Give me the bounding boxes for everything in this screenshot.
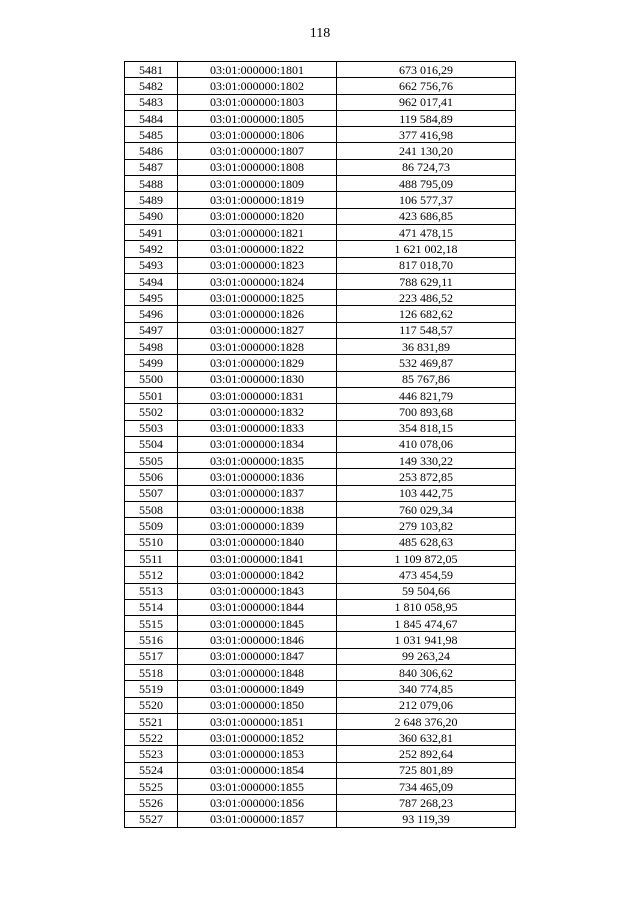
cadastral-number-cell: 03:01:000000:1850 <box>178 697 337 713</box>
table-row <box>125 485 516 501</box>
cadastral-number-cell: 03:01:000000:1854 <box>178 762 337 778</box>
row-number-cell: 5495 <box>125 290 178 306</box>
table-row <box>125 110 516 126</box>
table-row <box>125 648 516 664</box>
row-number-cell: 5517 <box>125 648 178 664</box>
row-number-cell: 5515 <box>125 616 178 632</box>
table-row <box>125 567 516 583</box>
row-number-cell: 5520 <box>125 697 178 713</box>
cadastral-value-cell: 103 442,75 <box>337 485 516 501</box>
cadastral-value-cell: 700 893,68 <box>337 404 516 420</box>
table-row <box>125 62 516 78</box>
table-row <box>125 176 516 192</box>
table-row <box>125 616 516 632</box>
cadastral-number-cell: 03:01:000000:1826 <box>178 306 337 322</box>
cadastral-number-cell: 03:01:000000:1821 <box>178 224 337 240</box>
cadastral-value-cell: 962 017,41 <box>337 94 516 110</box>
row-number-cell: 5519 <box>125 681 178 697</box>
cadastral-number-cell: 03:01:000000:1807 <box>178 143 337 159</box>
cadastral-value-cell: 253 872,85 <box>337 469 516 485</box>
table-row <box>125 257 516 273</box>
cadastral-value-cell: 532 469,87 <box>337 355 516 371</box>
row-number-cell: 5523 <box>125 746 178 762</box>
table-row <box>125 339 516 355</box>
row-number-cell: 5491 <box>125 224 178 240</box>
table-row <box>125 632 516 648</box>
cadastral-value-cell: 93 119,39 <box>337 811 516 827</box>
row-number-cell: 5488 <box>125 176 178 192</box>
row-number-cell: 5500 <box>125 371 178 387</box>
row-number-cell: 5481 <box>125 62 178 78</box>
row-number-cell: 5524 <box>125 762 178 778</box>
table-row <box>125 306 516 322</box>
row-number-cell: 5485 <box>125 127 178 143</box>
cadastral-value-cell: 59 504,66 <box>337 583 516 599</box>
table-row <box>125 730 516 746</box>
cadastral-value-cell: 252 892,64 <box>337 746 516 762</box>
table-row <box>125 387 516 403</box>
table-row <box>125 159 516 175</box>
cadastral-number-cell: 03:01:000000:1824 <box>178 273 337 289</box>
table-row <box>125 762 516 778</box>
cadastral-number-cell: 03:01:000000:1839 <box>178 518 337 534</box>
cadastral-value-cell: 673 016,29 <box>337 62 516 78</box>
row-number-cell: 5482 <box>125 78 178 94</box>
cadastral-value-cell: 787 268,23 <box>337 795 516 811</box>
cadastral-value-cell: 106 577,37 <box>337 192 516 208</box>
table-row <box>125 78 516 94</box>
cadastral-number-cell: 03:01:000000:1852 <box>178 730 337 746</box>
cadastral-value-table <box>124 61 516 828</box>
cadastral-number-cell: 03:01:000000:1847 <box>178 648 337 664</box>
cadastral-number-cell: 03:01:000000:1853 <box>178 746 337 762</box>
row-number-cell: 5490 <box>125 208 178 224</box>
row-number-cell: 5511 <box>125 550 178 566</box>
table-row <box>125 583 516 599</box>
table-row <box>125 224 516 240</box>
row-number-cell: 5498 <box>125 339 178 355</box>
table-row <box>125 420 516 436</box>
cadastral-value-cell: 360 632,81 <box>337 730 516 746</box>
row-number-cell: 5507 <box>125 485 178 501</box>
cadastral-value-cell: 471 478,15 <box>337 224 516 240</box>
cadastral-value-cell: 1 810 058,95 <box>337 599 516 615</box>
cadastral-number-cell: 03:01:000000:1808 <box>178 159 337 175</box>
table-row <box>125 681 516 697</box>
cadastral-number-cell: 03:01:000000:1823 <box>178 257 337 273</box>
row-number-cell: 5501 <box>125 387 178 403</box>
table-row <box>125 371 516 387</box>
cadastral-value-cell: 241 130,20 <box>337 143 516 159</box>
cadastral-number-cell: 03:01:000000:1857 <box>178 811 337 827</box>
table-row <box>125 94 516 110</box>
row-number-cell: 5516 <box>125 632 178 648</box>
cadastral-value-cell: 212 079,06 <box>337 697 516 713</box>
cadastral-number-cell: 03:01:000000:1822 <box>178 241 337 257</box>
cadastral-value-cell: 223 486,52 <box>337 290 516 306</box>
row-number-cell: 5509 <box>125 518 178 534</box>
cadastral-value-cell: 1 845 474,67 <box>337 616 516 632</box>
table-body <box>125 62 516 828</box>
row-number-cell: 5486 <box>125 143 178 159</box>
cadastral-number-cell: 03:01:000000:1845 <box>178 616 337 632</box>
cadastral-value-cell: 485 628,63 <box>337 534 516 550</box>
row-number-cell: 5504 <box>125 436 178 452</box>
table-row <box>125 664 516 680</box>
table-row <box>125 779 516 795</box>
table-row <box>125 436 516 452</box>
table-row <box>125 322 516 338</box>
cadastral-number-cell: 03:01:000000:1836 <box>178 469 337 485</box>
row-number-cell: 5505 <box>125 453 178 469</box>
table-row <box>125 453 516 469</box>
cadastral-number-cell: 03:01:000000:1803 <box>178 94 337 110</box>
cadastral-value-cell: 36 831,89 <box>337 339 516 355</box>
row-number-cell: 5502 <box>125 404 178 420</box>
row-number-cell: 5496 <box>125 306 178 322</box>
table-row <box>125 746 516 762</box>
cadastral-value-cell: 354 818,15 <box>337 420 516 436</box>
row-number-cell: 5522 <box>125 730 178 746</box>
cadastral-number-cell: 03:01:000000:1843 <box>178 583 337 599</box>
cadastral-value-cell: 788 629,11 <box>337 273 516 289</box>
row-number-cell: 5487 <box>125 159 178 175</box>
row-number-cell: 5484 <box>125 110 178 126</box>
row-number-cell: 5483 <box>125 94 178 110</box>
row-number-cell: 5508 <box>125 502 178 518</box>
cadastral-value-cell: 734 465,09 <box>337 779 516 795</box>
cadastral-number-cell: 03:01:000000:1809 <box>178 176 337 192</box>
table-row <box>125 469 516 485</box>
cadastral-number-cell: 03:01:000000:1849 <box>178 681 337 697</box>
cadastral-number-cell: 03:01:000000:1819 <box>178 192 337 208</box>
cadastral-number-cell: 03:01:000000:1805 <box>178 110 337 126</box>
row-number-cell: 5510 <box>125 534 178 550</box>
row-number-cell: 5518 <box>125 664 178 680</box>
cadastral-number-cell: 03:01:000000:1830 <box>178 371 337 387</box>
table-row <box>125 192 516 208</box>
row-number-cell: 5526 <box>125 795 178 811</box>
cadastral-number-cell: 03:01:000000:1855 <box>178 779 337 795</box>
table-row <box>125 811 516 827</box>
cadastral-value-cell: 340 774,85 <box>337 681 516 697</box>
row-number-cell: 5492 <box>125 241 178 257</box>
cadastral-number-cell: 03:01:000000:1833 <box>178 420 337 436</box>
cadastral-number-cell: 03:01:000000:1848 <box>178 664 337 680</box>
cadastral-number-cell: 03:01:000000:1840 <box>178 534 337 550</box>
row-number-cell: 5503 <box>125 420 178 436</box>
cadastral-value-cell: 662 756,76 <box>337 78 516 94</box>
cadastral-value-cell: 377 416,98 <box>337 127 516 143</box>
cadastral-value-cell: 1 109 872,05 <box>337 550 516 566</box>
cadastral-number-cell: 03:01:000000:1825 <box>178 290 337 306</box>
cadastral-number-cell: 03:01:000000:1841 <box>178 550 337 566</box>
cadastral-value-cell: 817 018,70 <box>337 257 516 273</box>
table-row <box>125 534 516 550</box>
cadastral-value-cell: 1 031 941,98 <box>337 632 516 648</box>
table-row <box>125 127 516 143</box>
cadastral-number-cell: 03:01:000000:1828 <box>178 339 337 355</box>
cadastral-value-cell: 117 548,57 <box>337 322 516 338</box>
cadastral-value-cell: 99 263,24 <box>337 648 516 664</box>
table-row <box>125 795 516 811</box>
cadastral-value-cell: 279 103,82 <box>337 518 516 534</box>
cadastral-number-cell: 03:01:000000:1832 <box>178 404 337 420</box>
table-row <box>125 599 516 615</box>
table-row <box>125 550 516 566</box>
cadastral-value-cell: 488 795,09 <box>337 176 516 192</box>
table-row <box>125 241 516 257</box>
cadastral-number-cell: 03:01:000000:1851 <box>178 713 337 729</box>
table-row <box>125 404 516 420</box>
cadastral-value-cell: 840 306,62 <box>337 664 516 680</box>
cadastral-number-cell: 03:01:000000:1831 <box>178 387 337 403</box>
row-number-cell: 5499 <box>125 355 178 371</box>
cadastral-number-cell: 03:01:000000:1842 <box>178 567 337 583</box>
table-row <box>125 290 516 306</box>
cadastral-number-cell: 03:01:000000:1820 <box>178 208 337 224</box>
cadastral-value-cell: 725 801,89 <box>337 762 516 778</box>
cadastral-number-cell: 03:01:000000:1801 <box>178 62 337 78</box>
cadastral-number-cell: 03:01:000000:1827 <box>178 322 337 338</box>
cadastral-value-cell: 86 724,73 <box>337 159 516 175</box>
cadastral-value-cell: 473 454,59 <box>337 567 516 583</box>
table-row <box>125 518 516 534</box>
cadastral-number-cell: 03:01:000000:1835 <box>178 453 337 469</box>
cadastral-number-cell: 03:01:000000:1838 <box>178 502 337 518</box>
row-number-cell: 5512 <box>125 567 178 583</box>
table-row <box>125 208 516 224</box>
row-number-cell: 5527 <box>125 811 178 827</box>
table-row <box>125 273 516 289</box>
row-number-cell: 5521 <box>125 713 178 729</box>
cadastral-number-cell: 03:01:000000:1806 <box>178 127 337 143</box>
cadastral-number-cell: 03:01:000000:1802 <box>178 78 337 94</box>
table-row <box>125 697 516 713</box>
table-row <box>125 143 516 159</box>
cadastral-number-cell: 03:01:000000:1856 <box>178 795 337 811</box>
cadastral-value-cell: 85 767,86 <box>337 371 516 387</box>
cadastral-number-cell: 03:01:000000:1834 <box>178 436 337 452</box>
table-row <box>125 713 516 729</box>
cadastral-value-cell: 2 648 376,20 <box>337 713 516 729</box>
cadastral-value-cell: 423 686,85 <box>337 208 516 224</box>
row-number-cell: 5513 <box>125 583 178 599</box>
row-number-cell: 5497 <box>125 322 178 338</box>
row-number-cell: 5494 <box>125 273 178 289</box>
row-number-cell: 5514 <box>125 599 178 615</box>
row-number-cell: 5489 <box>125 192 178 208</box>
row-number-cell: 5506 <box>125 469 178 485</box>
row-number-cell: 5525 <box>125 779 178 795</box>
cadastral-value-cell: 126 682,62 <box>337 306 516 322</box>
cadastral-number-cell: 03:01:000000:1837 <box>178 485 337 501</box>
cadastral-value-cell: 760 029,34 <box>337 502 516 518</box>
cadastral-value-cell: 446 821,79 <box>337 387 516 403</box>
cadastral-number-cell: 03:01:000000:1846 <box>178 632 337 648</box>
cadastral-value-cell: 149 330,22 <box>337 453 516 469</box>
row-number-cell: 5493 <box>125 257 178 273</box>
table-row <box>125 355 516 371</box>
cadastral-value-cell: 410 078,06 <box>337 436 516 452</box>
cadastral-number-cell: 03:01:000000:1844 <box>178 599 337 615</box>
cadastral-value-cell: 119 584,89 <box>337 110 516 126</box>
table-row <box>125 502 516 518</box>
cadastral-value-cell: 1 621 002,18 <box>337 241 516 257</box>
cadastral-number-cell: 03:01:000000:1829 <box>178 355 337 371</box>
page-number: 118 <box>309 26 331 41</box>
